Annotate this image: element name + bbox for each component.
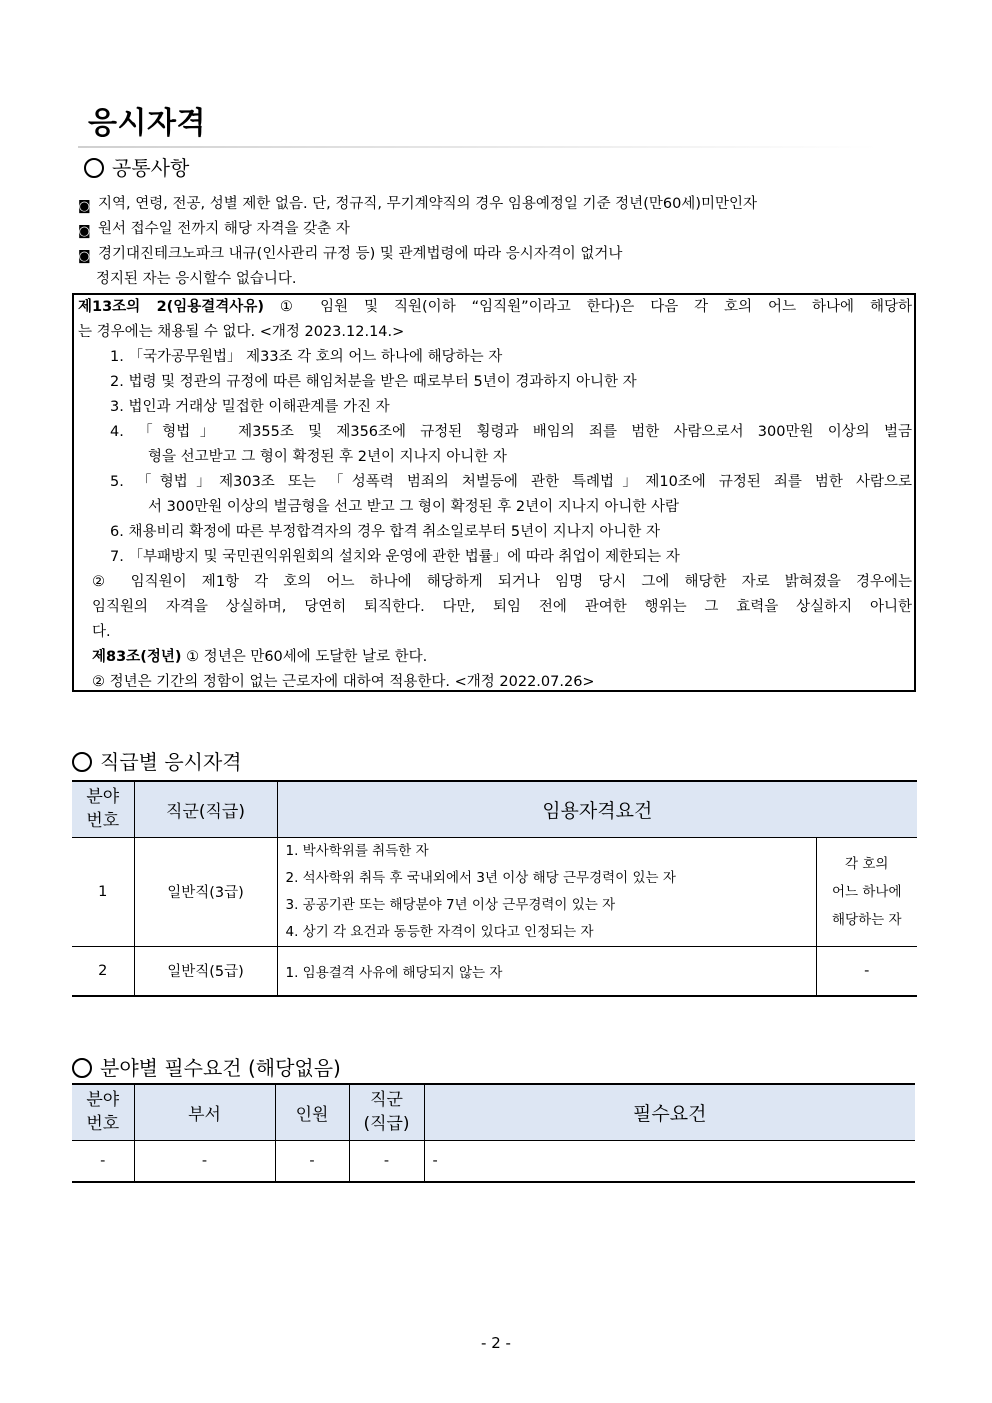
- common-bullet-list: [78, 192, 757, 292]
- reg-item: 2. 법령 및 정관의 규정에 따른 해임처분을 받은 때로부터 5년이 경과하지 아니한 자: [110, 374, 637, 390]
- cell-requirements: 1. 박사학위를 취득한 자 2. 석사학위 취득 후 국내외에서 3년 이상 해당 근무경력이 있는 자 3. 공공기관 또는 해당분야 7년 이상 근무경력이 있는 자 4. 상기 각 요건과 동등한 자격이 있다고 인정되는 자: [277, 837, 816, 946]
- cell-note: -: [816, 946, 917, 996]
- art13-title: 제13조의 2(임용결격사유): [78, 299, 264, 315]
- reg-item-cont: 형을 선고받고 그 형이 확정된 후 2년이 지나지 아니한 자: [148, 449, 507, 465]
- page-title: 응시자격: [88, 106, 206, 141]
- table-row: [72, 1140, 915, 1182]
- art83-title: 제83조(정년): [92, 649, 182, 665]
- list-item: ◙ 지역, 연령, 전공, 성별 제한 없음. 단, 정규직, 무기계약직의 경우 임용예정일 기준 정년(만60세)미만인자: [78, 192, 757, 217]
- reg-item: 1. 「국가공무원법」 제33조 각 호의 어느 하나에 해당하는 자: [110, 349, 503, 365]
- col-header-job: 직군 (직급): [349, 1084, 424, 1140]
- list-item: ◙ 경기대진테크노파크 내규(인사관리 규정 등) 및 관계법령에 따라 응시자격이 없거나: [78, 242, 757, 267]
- circle-icon: [72, 752, 92, 772]
- reg-item: 7. 「부패방지 및 국민권익위원회의 설치와 운영에 관한 법률」에 따라 취업이 제한되는 자: [110, 549, 680, 565]
- cell-dept: -: [134, 1140, 275, 1182]
- reg-item: 6. 채용비리 확정에 따른 부정합격자의 경우 합격 취소일로부터 5년이 지나지 아니한 자: [110, 524, 660, 540]
- cell-job: 일반직(3급): [134, 837, 277, 946]
- section-common-heading: 공통사항: [84, 152, 189, 181]
- page-number: - 2 -: [481, 1334, 511, 1352]
- cell-no: -: [72, 1140, 134, 1182]
- cell-requirements: 1. 임용결격 사유에 해당되지 않는 자: [277, 946, 816, 996]
- reg-item-cont: 서 300만원 이상의 벌금형을 선고 받고 그 형이 확정된 후 2년이 지나지 아니한 사람: [148, 499, 680, 515]
- cell-headcount: -: [275, 1140, 349, 1182]
- reg-para2: ② 임직원이 제1항 각 호의 어느 하나에 해당하게 되거나 임명 당시 그에 해당한 자로 밝혀졌을 경우에는: [92, 574, 912, 590]
- col-header-field-no: 분야 번호: [72, 781, 134, 837]
- art83-line1: 제83조(정년) ① 정년은 만60세에 도달한 날로 한다.: [92, 649, 428, 665]
- list-item: ◙ 원서 접수일 전까지 해당 자격을 갖춘 자: [78, 217, 757, 242]
- grade-table: [72, 780, 917, 997]
- bullet-icon: ◙: [78, 224, 91, 239]
- col-header-dept: 부서: [134, 1084, 275, 1140]
- table-row: [72, 946, 917, 996]
- circle-icon: [84, 158, 104, 178]
- bullet-icon: ◙: [78, 199, 91, 214]
- reg-item: 5. 「형법」제303조 또는 「성폭력 범죄의 처벌등에 관한 특례법」제10조에 규정된 죄를 범한 사람으로: [110, 474, 912, 490]
- table-row: [72, 837, 917, 946]
- col-header-job: 직군(직급): [134, 781, 277, 837]
- reg-para2: 다.: [92, 624, 111, 640]
- cell-required: -: [424, 1140, 915, 1182]
- reg-item: 4. 「형법」 제355조 및 제356조에 규정된 횡령과 배임의 죄를 범한 사람으로서 300만원 이상의 벌금: [110, 424, 912, 440]
- cell-no: 2: [72, 946, 134, 996]
- col-header-requirements: 임용자격요건: [277, 781, 917, 837]
- cell-no: 1: [72, 837, 134, 946]
- reg-item: 3. 법인과 거래상 밀접한 이해관계를 가진 자: [110, 399, 390, 415]
- art13-line1: 제13조의 2(임용결격사유) ① 임원 및 직원(이하 “임직원”이라고 한다)은 다음 각 호의 어느 하나에 해당하: [78, 299, 912, 315]
- cell-job: 일반직(5급): [134, 946, 277, 996]
- art83-line2: ② 정년은 기간의 정함이 없는 근로자에 대하여 적용한다. <개정 2022.07.26>: [92, 674, 595, 690]
- art13-line2: 는 경우에는 채용될 수 없다. <개정 2023.12.14.>: [78, 324, 405, 340]
- col-header-required: 필수요건: [424, 1084, 915, 1140]
- list-item-continuation: 정지된 자는 응시할수 없습니다.: [96, 271, 297, 287]
- reg-para2: 임직원의 자격을 상실하며, 당연히 퇴직한다. 다만, 퇴임 전에 관여한 행위는 그 효력을 상실하지 아니한: [92, 599, 912, 615]
- circle-icon: [72, 1058, 92, 1078]
- regulation-box: [72, 293, 916, 692]
- cell-note: 각 호의 어느 하나에 해당하는 자: [816, 837, 917, 946]
- title-underline: [78, 146, 878, 148]
- section-grade-heading: 직급별 응시자격: [72, 746, 242, 775]
- section-field-heading: 분야별 필수요건 (해당없음): [72, 1052, 341, 1081]
- col-header-field-no: 분야 번호: [72, 1084, 134, 1140]
- col-header-headcount: 인원: [275, 1084, 349, 1140]
- bullet-icon: ◙: [78, 249, 91, 264]
- field-table: [72, 1083, 915, 1183]
- cell-job: -: [349, 1140, 424, 1182]
